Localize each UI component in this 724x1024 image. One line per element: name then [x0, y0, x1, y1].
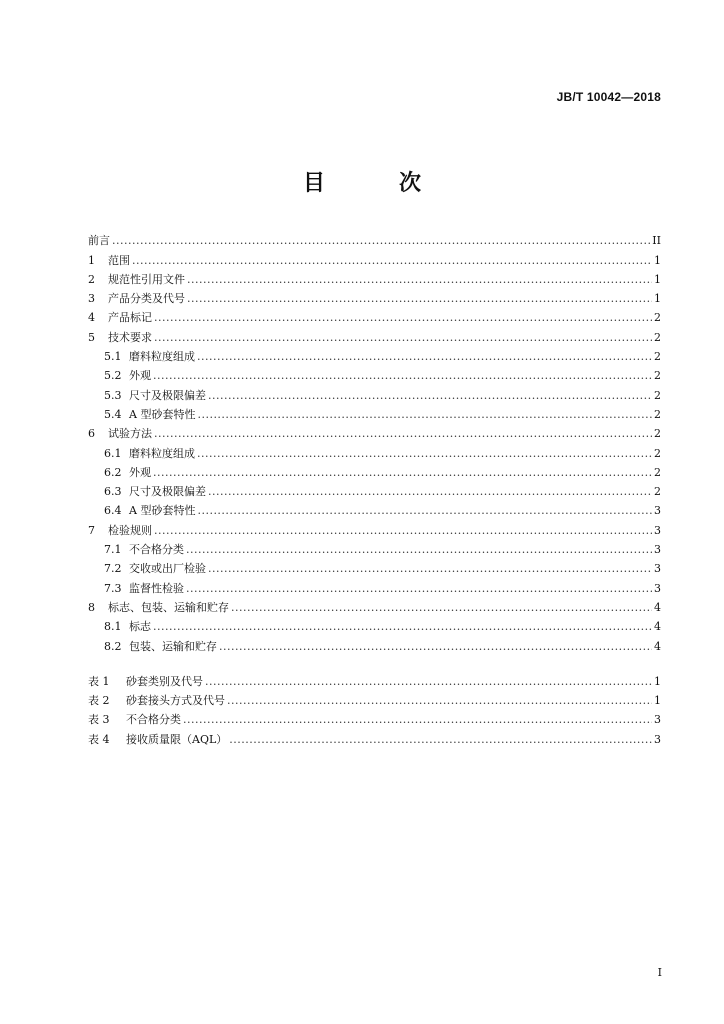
- toc-item-number: 表 4: [88, 732, 110, 746]
- toc-item[interactable]: [88, 633, 661, 652]
- toc-item[interactable]: [88, 595, 661, 614]
- dot-leader: [208, 562, 652, 575]
- toc-item-label: 试验方法: [108, 427, 152, 441]
- dot-leader: [153, 369, 652, 382]
- toc-item-page: 1: [654, 272, 661, 286]
- toc-item-label: 标志: [129, 620, 151, 634]
- toc-item-label: 接收质量限（AQL）: [126, 732, 228, 746]
- dot-leader: [132, 254, 652, 267]
- toc-item-number: 表 2: [88, 694, 110, 708]
- dot-leader: [153, 620, 652, 633]
- toc-item-number: 7.3: [104, 581, 122, 595]
- toc-item[interactable]: [88, 228, 661, 247]
- toc-item[interactable]: [88, 556, 661, 575]
- toc-item[interactable]: [88, 344, 661, 363]
- toc-item[interactable]: [88, 324, 661, 343]
- toc-item-page: 3: [654, 581, 661, 595]
- toc-item-number: 5.1: [104, 350, 122, 364]
- toc-item-number: 5.3: [104, 388, 122, 402]
- toc-item-page: 2: [654, 407, 661, 421]
- toc-item-page: 1: [654, 674, 661, 688]
- toc-item[interactable]: [88, 517, 661, 536]
- toc-item-page: 2: [654, 350, 661, 364]
- toc-item-page: 2: [654, 330, 661, 344]
- toc-item-label: 监督性检验: [129, 581, 184, 595]
- toc-item-label: 磨料粒度组成: [129, 350, 195, 364]
- toc-item-page: 4: [654, 639, 661, 653]
- toc-item-number: 7.2: [104, 562, 122, 576]
- dot-leader: [208, 389, 652, 402]
- toc-item-number: 8.1: [104, 620, 122, 634]
- dot-leader: [154, 524, 652, 537]
- toc-item-page: 3: [654, 732, 661, 746]
- toc-item-number: 表 1: [88, 674, 110, 688]
- dot-leader: [227, 694, 652, 707]
- toc-item-label: 不合格分类: [126, 713, 181, 727]
- toc-item-label: 产品标记: [108, 311, 152, 325]
- dot-leader: [219, 640, 652, 653]
- toc-item-page: 2: [654, 465, 661, 479]
- toc-item-label: 砂套类别及代号: [126, 674, 203, 688]
- toc-item[interactable]: [88, 614, 661, 633]
- dot-leader: [205, 675, 652, 688]
- toc-item-page: 2: [654, 369, 661, 383]
- toc-item[interactable]: [88, 402, 661, 421]
- toc-item[interactable]: [88, 247, 661, 266]
- page-number: I: [657, 966, 662, 979]
- toc-item-page: 2: [654, 388, 661, 402]
- toc-item-page: 2: [654, 446, 661, 460]
- toc-item-label: 检验规则: [108, 523, 152, 537]
- dot-leader: [187, 292, 652, 305]
- toc-item-number: 7: [88, 523, 95, 537]
- toc-item[interactable]: [88, 575, 661, 594]
- toc-item-label: 不合格分类: [129, 543, 184, 557]
- dot-leader: [153, 466, 652, 479]
- table-list-item[interactable]: [88, 726, 661, 745]
- toc-item[interactable]: [88, 421, 661, 440]
- toc-item-page: 3: [654, 523, 661, 537]
- toc-item-label: 范围: [108, 253, 130, 267]
- toc-item-number: 8: [88, 600, 95, 614]
- toc-item-number: 7.1: [104, 543, 122, 557]
- toc-item-page: 2: [654, 485, 661, 499]
- dot-leader: [197, 447, 652, 460]
- toc-item-page: 3: [654, 543, 661, 557]
- toc-item-page: 3: [654, 562, 661, 576]
- toc-item-label: 标志、包装、运输和贮存: [108, 600, 229, 614]
- toc-item[interactable]: [88, 363, 661, 382]
- toc-item-number: 6.2: [104, 465, 122, 479]
- toc-item-number: 6.4: [104, 504, 122, 518]
- toc-item-label: 砂套接头方式及代号: [126, 694, 225, 708]
- page-title: 目 次: [302, 170, 447, 196]
- toc-item-page: II: [652, 234, 661, 248]
- toc-item-number: 1: [88, 253, 95, 267]
- toc-item[interactable]: [88, 440, 661, 459]
- toc-item[interactable]: [88, 382, 661, 401]
- toc-item-number: 2: [88, 272, 95, 286]
- toc-item-label: 交收或出厂检验: [129, 562, 206, 576]
- toc-item-number: 8.2: [104, 639, 122, 653]
- toc-item-number: 6.1: [104, 446, 122, 460]
- toc-item-page: 1: [654, 694, 661, 708]
- dot-leader: [183, 713, 652, 726]
- toc-item[interactable]: [88, 498, 661, 517]
- toc-item[interactable]: [88, 479, 661, 498]
- toc-item-label: 外观: [129, 465, 151, 479]
- toc-item-label: 前言: [88, 234, 110, 248]
- toc-entries: [88, 228, 661, 653]
- toc-item-label: 产品分类及代号: [108, 292, 185, 306]
- table-of-contents: [88, 228, 661, 746]
- toc-item[interactable]: [88, 460, 661, 479]
- section-gap: [88, 653, 661, 669]
- toc-item-page: 3: [654, 713, 661, 727]
- standard-code: JB/T 10042—2018: [556, 90, 661, 104]
- toc-item-page: 2: [654, 427, 661, 441]
- toc-item-label: 磨料粒度组成: [129, 446, 195, 460]
- toc-item-label: 包装、运输和贮存: [129, 639, 217, 653]
- dot-leader: [186, 543, 652, 556]
- dot-leader: [208, 485, 652, 498]
- toc-item-number: 3: [88, 292, 95, 306]
- toc-item-label: 尺寸及极限偏差: [129, 388, 206, 402]
- toc-item-label: A 型砂套特性: [129, 407, 196, 421]
- toc-item-label: 外观: [129, 369, 151, 383]
- dot-leader: [154, 427, 652, 440]
- dot-leader: [197, 350, 652, 363]
- dot-leader: [197, 504, 652, 517]
- dot-leader: [231, 601, 652, 614]
- toc-item-page: 3: [654, 504, 661, 518]
- toc-item-number: 6: [88, 427, 95, 441]
- dot-leader: [154, 311, 652, 324]
- toc-item-label: 尺寸及极限偏差: [129, 485, 206, 499]
- toc-item-page: 4: [654, 620, 661, 634]
- toc-item-number: 5.4: [104, 407, 122, 421]
- toc-item-number: 5.2: [104, 369, 122, 383]
- dot-leader: [187, 273, 652, 286]
- toc-item[interactable]: [88, 267, 661, 286]
- toc-item-label: 技术要求: [108, 330, 152, 344]
- toc-item[interactable]: [88, 286, 661, 305]
- toc-item-number: 表 3: [88, 713, 110, 727]
- table-list-item[interactable]: [88, 707, 661, 726]
- toc-item-page: 2: [654, 311, 661, 325]
- toc-item-page: 4: [654, 600, 661, 614]
- table-list-item[interactable]: [88, 669, 661, 688]
- toc-item[interactable]: [88, 305, 661, 324]
- dot-leader: [229, 733, 652, 746]
- toc-item-number: 5: [88, 330, 95, 344]
- dot-leader: [154, 331, 652, 344]
- dot-leader: [197, 408, 652, 421]
- table-list: [88, 669, 661, 746]
- toc-item-number: 6.3: [104, 485, 122, 499]
- toc-item-label: A 型砂套特性: [129, 504, 196, 518]
- toc-item-label: 规范性引用文件: [108, 272, 185, 286]
- dot-leader: [112, 234, 650, 247]
- toc-item-page: 1: [654, 253, 661, 267]
- table-list-item[interactable]: [88, 688, 661, 707]
- toc-item-number: 4: [88, 311, 95, 325]
- toc-item-page: 1: [654, 292, 661, 306]
- toc-item[interactable]: [88, 537, 661, 556]
- dot-leader: [186, 582, 652, 595]
